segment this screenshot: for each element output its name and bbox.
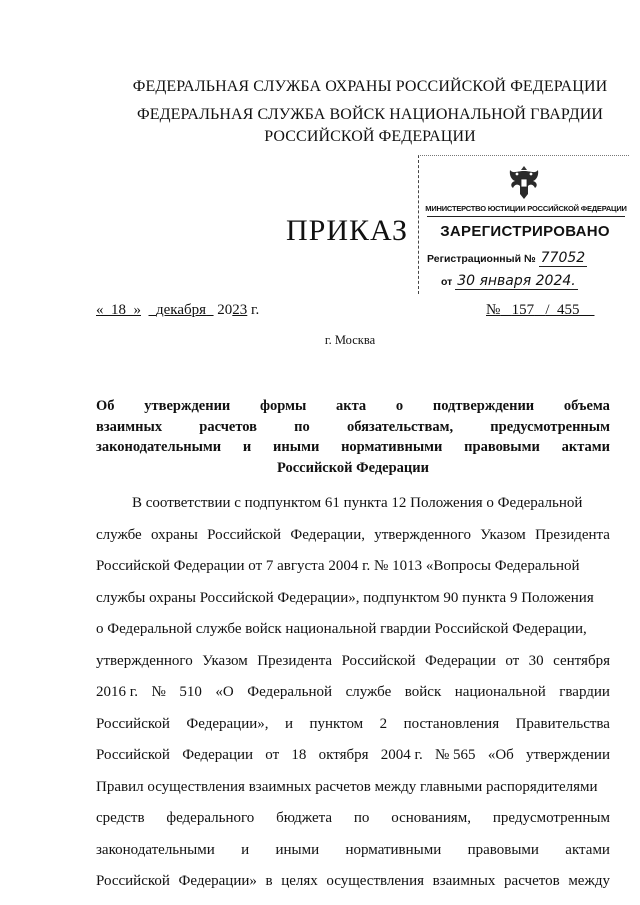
word: «О xyxy=(215,684,234,700)
date-quote-close: » xyxy=(133,302,141,318)
double-headed-eagle-icon xyxy=(505,162,543,202)
word: Правительства xyxy=(515,715,610,732)
word: по xyxy=(353,810,370,826)
word: от xyxy=(265,747,280,763)
body-line xyxy=(96,835,610,867)
date-year-suffix: 23 xyxy=(232,302,248,318)
word: утвержденного xyxy=(96,652,193,669)
date-year-prefix: 20 xyxy=(217,302,233,318)
word: средств xyxy=(96,810,145,826)
word: расчетов xyxy=(199,418,257,435)
agency-rosgvardia xyxy=(120,104,620,148)
number-fso: 157 xyxy=(511,302,535,318)
word: законодательными xyxy=(96,841,215,858)
word: между xyxy=(568,873,610,889)
subject-line xyxy=(96,417,610,438)
word: иными xyxy=(273,439,320,455)
stamp-divider xyxy=(427,216,625,217)
stamp-date-prefix: от xyxy=(441,276,453,288)
word: нормативными xyxy=(345,841,442,858)
word: утвержденного xyxy=(374,526,471,543)
word: Президента xyxy=(257,652,333,669)
page-title: ПРИКАЗ xyxy=(286,214,408,247)
body-line xyxy=(96,866,610,898)
word: основаниям, xyxy=(391,810,472,826)
stamp-reg-date: 30 января 2024. xyxy=(457,273,576,289)
word: актами xyxy=(565,841,610,858)
body-line: службы охраны Российской Федерации», подпунктом 90 пункта 9 Положения xyxy=(96,589,594,606)
stamp-reg-number: 77052 xyxy=(540,250,586,266)
word: Федерации» xyxy=(178,873,257,889)
body-line xyxy=(96,520,610,552)
word: № 565 xyxy=(435,747,476,763)
body-line xyxy=(96,646,610,678)
number-separator: / xyxy=(545,302,550,318)
word: и xyxy=(241,841,250,858)
subject-line xyxy=(96,437,610,458)
order-body xyxy=(96,488,610,898)
date-quote-open: « xyxy=(96,302,104,318)
word: охраны xyxy=(150,526,198,543)
word: Российской xyxy=(96,747,170,763)
word: законодательными xyxy=(96,439,222,455)
date-year-unit: г. xyxy=(251,302,260,318)
body-line xyxy=(96,803,610,835)
word: № xyxy=(151,684,166,700)
word: правовыми xyxy=(467,841,539,858)
word: акта xyxy=(336,398,367,414)
word: Российской xyxy=(96,715,170,732)
word: по xyxy=(294,418,310,435)
word: бюджета xyxy=(276,810,333,826)
word: постановления xyxy=(403,715,500,732)
agency-rosgvardia-line1: ФЕДЕРАЛЬНАЯ СЛУЖБА ВОЙСК НАЦИОНАЛЬНОЙ ГВАРДИИ xyxy=(136,106,604,123)
word: утверждении xyxy=(144,398,231,414)
stamp-reg-number-row xyxy=(427,250,587,266)
order-number xyxy=(486,302,594,319)
body-line xyxy=(96,740,610,772)
body-line xyxy=(96,709,610,741)
word: предусмотренным xyxy=(492,810,610,826)
body-line: Правил осуществления взаимных расчетов между главными распорядителями xyxy=(96,778,598,795)
word: Российской xyxy=(341,652,416,669)
agency-rosgvardia-line2: РОССИЙСКОЙ ФЕДЕРАЦИИ xyxy=(264,128,476,145)
date-month: декабря xyxy=(156,302,207,318)
word: «Об xyxy=(487,747,514,763)
body-line: В соответствии с подпунктом 61 пункта 12 Положения о Федеральной xyxy=(132,495,583,511)
word: Указом xyxy=(202,652,248,669)
word: октября xyxy=(318,747,369,763)
stamp-ministry-name: МИНИСТЕРСТВО ЮСТИЦИИ РОССИЙСКОЙ ФЕДЕРАЦИИ xyxy=(425,204,627,213)
word: объема xyxy=(563,398,610,414)
body-line: о Федеральной службе войск национальной гвардии Российской Федерации, xyxy=(96,621,587,637)
date-day: 18 xyxy=(111,302,126,318)
word: гвардии xyxy=(559,684,610,700)
subject-line: Российской Федерации xyxy=(276,459,429,476)
word: формы xyxy=(260,398,307,414)
word: взаимных xyxy=(96,418,163,435)
word: 510 xyxy=(179,684,202,700)
word: подтверждении xyxy=(432,398,535,414)
order-subject xyxy=(96,396,610,478)
word: Российской xyxy=(96,873,170,889)
number-label: № xyxy=(486,302,501,318)
word: службе xyxy=(96,526,142,543)
city-label: г. Москва xyxy=(324,333,376,347)
word: 18 xyxy=(291,747,307,763)
word: нормативными xyxy=(341,439,443,455)
stamp-reg-label: Регистрационный № xyxy=(427,253,536,265)
word: Федерации», xyxy=(186,715,269,732)
word: и xyxy=(284,715,293,732)
subject-line xyxy=(96,396,610,417)
word: Федерации xyxy=(425,652,496,669)
word: взаимных xyxy=(432,873,496,889)
word: иными xyxy=(275,841,320,858)
word: и xyxy=(242,439,252,455)
word: Об xyxy=(96,398,115,414)
word: 30 xyxy=(528,652,544,669)
word: 2004 г. xyxy=(380,747,423,763)
word: предусмотренным xyxy=(490,418,610,435)
word: Президента xyxy=(535,526,610,543)
word: Указом xyxy=(480,526,526,543)
word: войск xyxy=(404,684,442,700)
stamp-date-row xyxy=(441,273,578,289)
word: Федеральной xyxy=(247,684,333,700)
agency-fso: ФЕДЕРАЛЬНАЯ СЛУЖБА ОХРАНЫ РОССИЙСКОЙ ФЕДЕРАЦИИ xyxy=(132,78,608,95)
word: 2016 г. xyxy=(96,684,138,700)
word: национальной xyxy=(454,684,546,700)
number-rosgvardia: 455 xyxy=(556,302,580,318)
word: обязательствам, xyxy=(346,418,454,435)
stamp-registered-label: ЗАРЕГИСТРИРОВАНО xyxy=(440,223,610,240)
word: пунктом xyxy=(309,715,364,732)
word: 2 xyxy=(379,715,388,732)
body-line xyxy=(96,677,610,709)
word: Федерации, xyxy=(290,526,365,543)
word: службе xyxy=(345,684,392,700)
word: целях xyxy=(281,873,318,889)
word: в xyxy=(265,873,273,889)
registration-stamp xyxy=(418,155,629,294)
word: федерального xyxy=(166,810,255,826)
word: сентября xyxy=(553,652,610,669)
word: от xyxy=(505,652,520,669)
body-line: Российской Федерации от 7 августа 2004 г. № 1013 «Вопросы Федеральной xyxy=(96,558,580,574)
word: о xyxy=(395,398,404,414)
word: расчетов xyxy=(504,873,560,889)
word: актами xyxy=(561,439,610,455)
word: Федерации xyxy=(182,747,254,763)
order-date xyxy=(96,302,259,319)
word: осуществления xyxy=(326,873,425,889)
word: утверждении xyxy=(526,747,610,763)
word: Российской xyxy=(207,526,282,543)
word: правовыми xyxy=(464,439,540,455)
